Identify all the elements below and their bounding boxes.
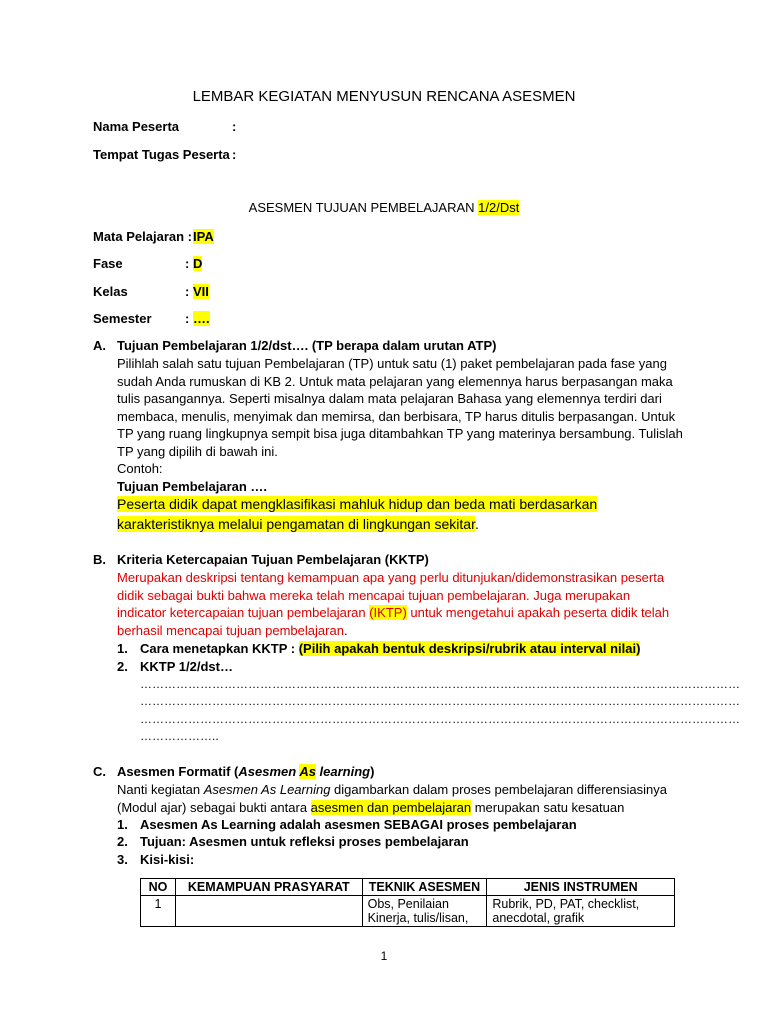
section-a-heading: Tujuan Pembelajaran 1/2/dst…. (TP berapa dalam urutan ATP)	[117, 338, 497, 353]
section-heading-text: ASESMEN TUJUAN PEMBELAJARAN	[248, 200, 479, 215]
section-a-line: Pilihlah salah satu tujuan Pembelajaran (TP) untuk satu (1) paket pembelajaran pada fase yang	[117, 356, 667, 371]
section-b-heading: Kriteria Ketercapaian Tujuan Pembelajaran (KKTP)	[117, 552, 429, 567]
section-a-line: membaca, menulis, menyimak dan memirsa, dan berbisara, TP harus ditulis berpasangan. Untuk	[117, 408, 676, 424]
dotted-line: ……………………………………………………………………………………………………………………………………	[140, 677, 740, 691]
dotted-line-short: ………………..	[140, 729, 219, 743]
kelas-label: Kelas	[93, 284, 128, 299]
jenis-line2: anecdotal, grafik	[492, 911, 585, 925]
tp-example-line1: Peserta didik dapat mengklasifikasi mahluk hidup dan beda mati berdasarkan	[117, 496, 598, 512]
teknik-line2: Kinerja, tulis/lisan,	[367, 911, 469, 925]
table-cell-no: 1	[141, 896, 176, 927]
kktp-item1-text: Cara menetapkan KKTP :	[140, 641, 299, 656]
kisi-kisi-table	[140, 878, 675, 927]
table-row	[141, 896, 675, 927]
semester-value: ….	[193, 311, 210, 326]
fase-colon: :	[185, 256, 190, 271]
tp-example-line2: karakteristiknya melalui pengamatan di lingkungan sekitar	[117, 516, 475, 532]
document-title: LEMBAR KEGIATAN MENYUSUN RENCANA ASESMEN	[192, 88, 576, 105]
section-c-l1-pre: Nanti kegiatan	[117, 782, 204, 797]
page-number: 1	[380, 949, 388, 963]
section-a-line: TP yang dipilih di bawah ini.	[117, 443, 278, 459]
section-c-item1-text: Asesmen As Learning adalah asesmen SEBAGAI proses pembelajaran	[140, 817, 577, 832]
section-b-line4: berhasil mencapai tujuan pembelajaran	[117, 622, 344, 638]
section-c-l1-post: digambarkan dalam proses pembelajaran differensiasinya	[330, 782, 667, 797]
kelas-value: VII	[193, 284, 209, 299]
mapel-label: Mata Pelajaran :	[93, 229, 192, 244]
contoh-label: Contoh:	[117, 461, 163, 476]
jenis-line1: Rubrik, PD, PAT, checklist,	[492, 897, 640, 911]
section-c-l2-highlight: asesmen dan pembelajaran	[310, 799, 472, 815]
dotted-line: ……………………………………………………………………………………………………………………………………	[140, 694, 740, 708]
kktp-item2-number: 2.	[117, 659, 128, 674]
section-a-line: sudah Anda rumuskan di KB 2. Untuk mata pelajaran yang elemennya harus berpasangan maka	[117, 373, 673, 389]
table-cell-teknik	[362, 896, 487, 927]
section-b-line3a: indicator ketercapaian tujuan pembelajaran	[117, 605, 370, 620]
table-header-kemampuan: KEMAMPUAN PRASYARAT	[175, 879, 362, 896]
section-c-item3-text: Kisi-kisi:	[140, 852, 195, 867]
section-b-line4-end: .	[343, 622, 348, 638]
tempat-tugas-label: Tempat Tugas Peserta	[93, 147, 230, 162]
tempat-tugas-colon: :	[232, 147, 237, 162]
table-header-teknik: TEKNIK ASESMEN	[362, 879, 487, 896]
section-c-heading	[117, 764, 374, 779]
kktp-item1-highlight: (Pilih apakah bentuk deskripsi/rubrik atau interval nilai)	[298, 641, 641, 656]
table-cell-kemampuan	[175, 896, 362, 927]
section-b-line3c: untuk mengetahui apakah peserta didik telah	[406, 605, 670, 620]
section-c-marker: C.	[93, 764, 106, 779]
fase-value: D	[193, 256, 203, 271]
section-c-item2-text: Tujuan: Asesmen untuk refleksi proses pembelajaran	[140, 834, 469, 849]
table-header-jenis: JENIS INSTRUMEN	[487, 879, 675, 896]
section-a-body	[117, 355, 683, 495]
kktp-item1-number: 1.	[117, 641, 128, 656]
semester-colon: :	[185, 311, 190, 326]
tp-example	[117, 494, 677, 534]
section-c-l2-post: merupakan satu kesatuan	[471, 799, 625, 815]
tp-label: Tujuan Pembelajaran ….	[117, 478, 268, 494]
section-heading-highlight: 1/2/Dst	[478, 200, 520, 215]
semester-label: Semester	[93, 311, 152, 326]
kktp-item2-text: KKTP 1/2/dst…	[140, 659, 233, 674]
nama-peserta-colon: :	[232, 119, 237, 134]
dotted-line: ……………………………………………………………………………………………………………………………………	[140, 712, 740, 726]
section-c-item1-number: 1.	[117, 817, 128, 832]
section-c-heading-pre: Asesmen Formatif (	[117, 764, 239, 779]
table-cell-jenis	[487, 896, 675, 927]
tp-example-end: .	[474, 516, 479, 532]
iktp-highlight: (IKTP)	[369, 605, 407, 620]
section-c-body	[117, 781, 677, 816]
section-c-heading-as: As	[299, 764, 316, 779]
section-b-description	[117, 569, 677, 639]
mapel-value: IPA	[193, 229, 214, 244]
section-a-marker: A.	[93, 338, 106, 353]
kelas-colon: :	[185, 284, 190, 299]
section-b-marker: B.	[93, 552, 106, 567]
nama-peserta-label: Nama Peserta	[93, 119, 179, 134]
section-heading	[0, 200, 768, 215]
section-c-heading-italic1: Asesmen	[238, 764, 300, 779]
table-header-row	[141, 879, 675, 896]
section-a-line: tulis pasangannya. Seperti misalnya dalam mata pelajaran Bahasa yang elemennya terdiri dari	[117, 391, 662, 406]
section-b-line2: didik sebagai bukti bahwa mereka telah mencapai tujuan pembelajaran. Juga merupakan	[117, 587, 631, 603]
kktp-item1	[140, 641, 640, 656]
section-c-l2-pre: (Modul ajar) sebagai bukti antara	[117, 799, 311, 815]
section-a-line: TP yang ruang lingkupnya sempit bisa juga ditambahkan TP yang materinya bersambung. Tulislah	[117, 426, 683, 441]
section-c-heading-italic2: learning	[315, 764, 371, 779]
section-b-line1: Merupakan deskripsi tentang kemampuan apa yang perlu ditunjukan/didemonstrasikan peserta	[117, 570, 665, 585]
section-c-item3-number: 3.	[117, 852, 128, 867]
teknik-line1: Obs, Penilaian	[367, 897, 449, 911]
fase-label: Fase	[93, 256, 123, 271]
section-c-l1-italic: Asesmen As Learning	[203, 782, 331, 797]
table-header-no: NO	[141, 879, 176, 896]
section-c-heading-post: )	[370, 764, 375, 779]
section-c-item2-number: 2.	[117, 834, 128, 849]
